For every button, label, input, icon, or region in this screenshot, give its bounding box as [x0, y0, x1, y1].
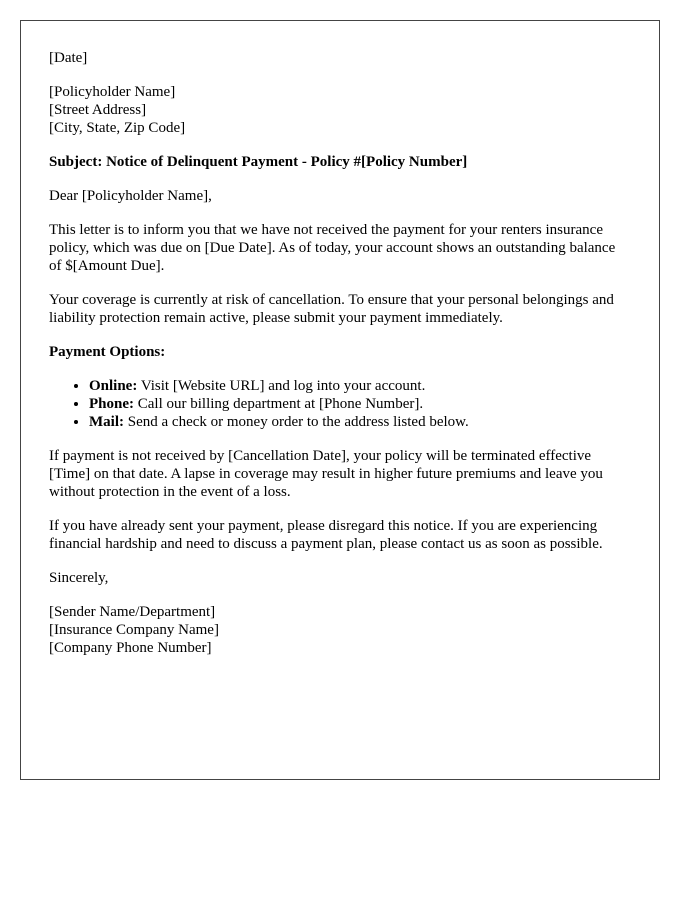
salutation: Dear [Policyholder Name],: [49, 188, 212, 204]
body-paragraph-3: If payment is not received by [Cancellation Date], your policy will be terminated effective [Time] on that date. A lapse in coverage may result in higher future premiums and leave you without protection in the event of a loss.: [49, 448, 603, 500]
payment-options-heading: Payment Options:: [49, 344, 166, 360]
payment-option-text: Call our billing department at [Phone Number].: [134, 396, 424, 412]
recipient-city: [City, State, Zip Code]: [49, 120, 186, 136]
letter-date: [Date]: [49, 50, 88, 66]
body-paragraph-1: This letter is to inform you that we have not received the payment for your renters insurance policy, which was due on [Due Date]. As of today, your account shows an outstanding balance of $[Amount Due].: [49, 222, 616, 274]
body-paragraph-2: Your coverage is currently at risk of cancellation. To ensure that your personal belongings and liability protection remain active, please submit your payment immediately.: [49, 292, 614, 326]
payment-option-label: Online:: [89, 378, 138, 394]
signature-phone: [Company Phone Number]: [49, 640, 212, 656]
payment-option-label: Phone:: [89, 396, 134, 412]
payment-option-text: Visit [Website URL] and log into your account.: [137, 378, 426, 394]
letter-page: [20, 20, 660, 780]
payment-option-label: Mail:: [89, 414, 124, 430]
payment-options-list: [49, 377, 631, 431]
payment-option-text: Send a check or money order to the address listed below.: [124, 414, 469, 430]
closing: Sincerely,: [49, 570, 109, 586]
recipient-address: [49, 83, 631, 137]
payment-option-phone: [89, 395, 631, 413]
body-paragraph-4: If you have already sent your payment, please disregard this notice. If you are experiencing financial hardship and need to discuss a payment plan, please contact us as soon as possible.: [49, 518, 603, 552]
signature-block: [49, 603, 631, 657]
recipient-name: [Policyholder Name]: [49, 84, 176, 100]
recipient-street: [Street Address]: [49, 102, 147, 118]
letter-subject: Subject: Notice of Delinquent Payment - Policy #[Policy Number]: [49, 154, 468, 170]
signature-sender: [Sender Name/Department]: [49, 604, 216, 620]
payment-option-online: [89, 377, 631, 395]
payment-option-mail: [89, 413, 631, 431]
signature-company: [Insurance Company Name]: [49, 622, 219, 638]
